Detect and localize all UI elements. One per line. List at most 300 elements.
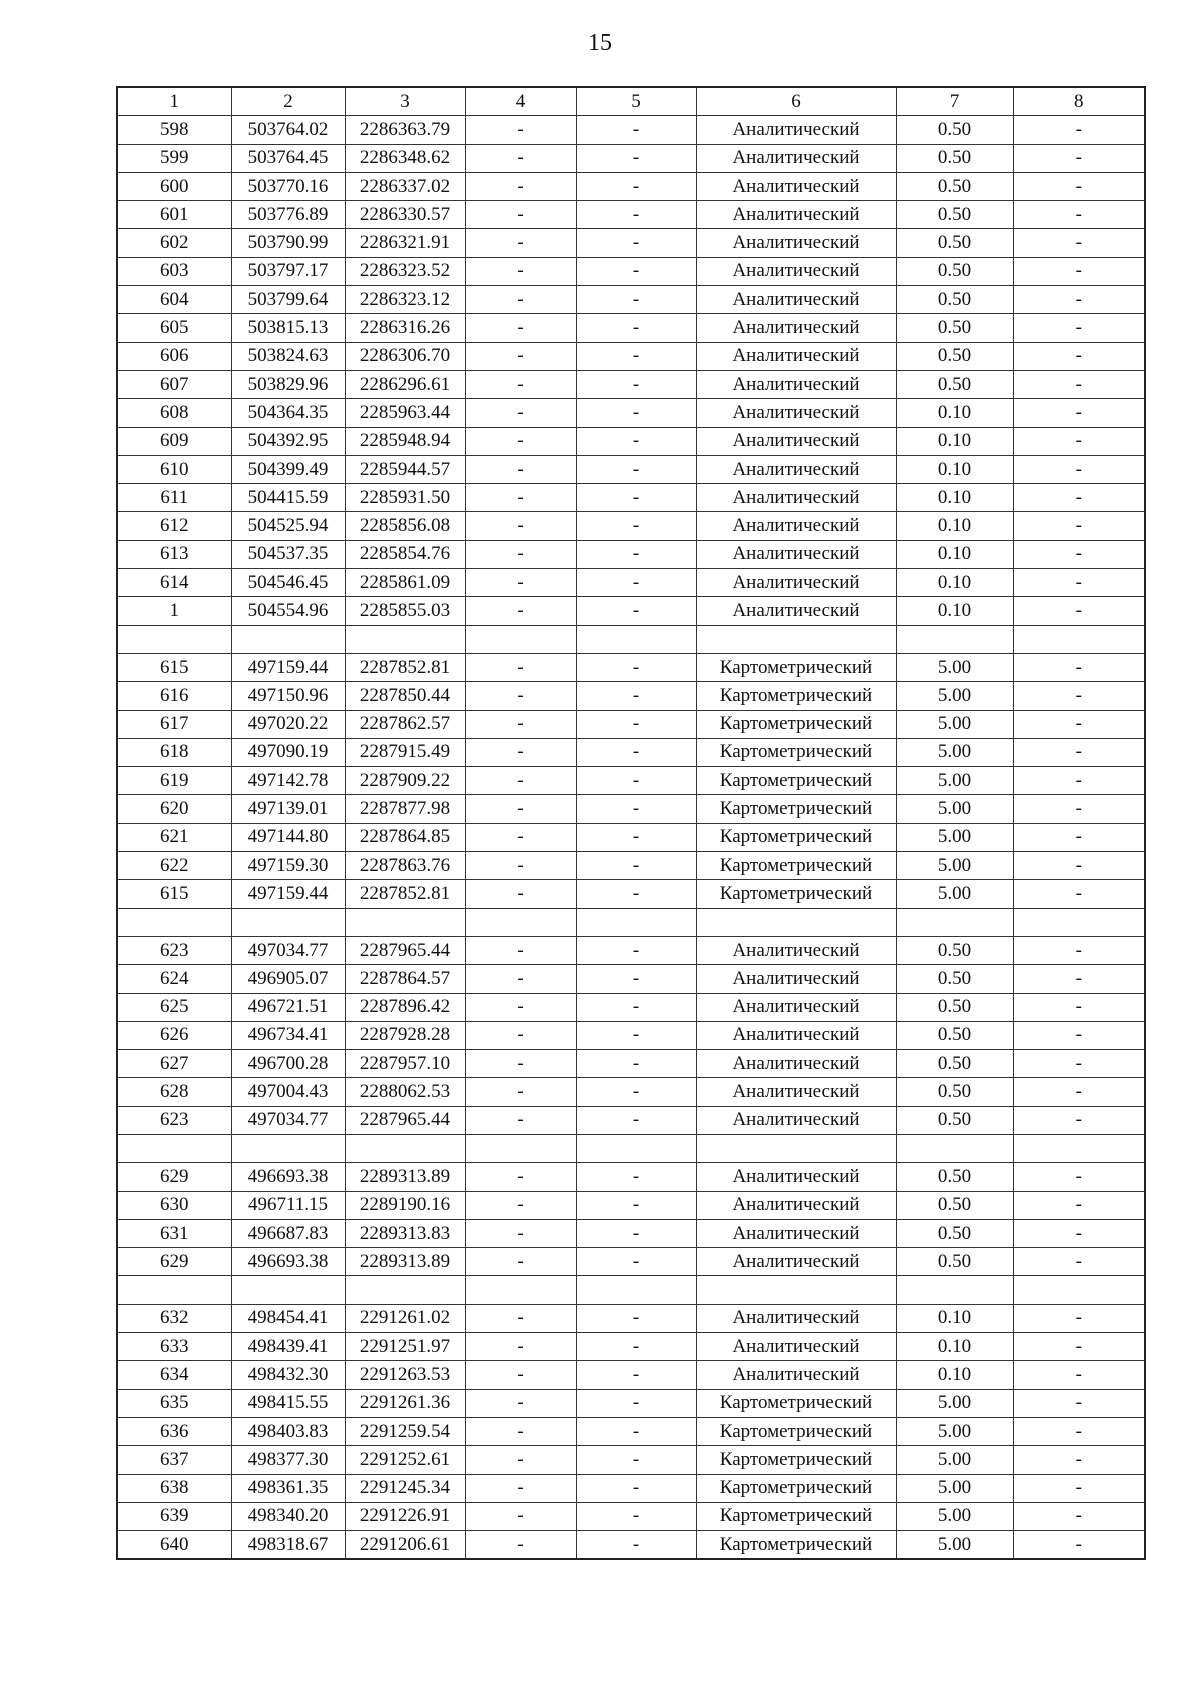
x-coordinate-cell: 497159.44: [231, 880, 345, 908]
accuracy-cell: 5.00: [896, 1531, 1013, 1560]
col8-cell: -: [1013, 993, 1145, 1021]
method-cell: Картометрический: [696, 1389, 896, 1417]
table-row: [117, 399, 1145, 427]
method-cell: Аналитический: [696, 484, 896, 512]
y-coordinate-cell: 2287915.49: [345, 738, 465, 766]
col5-cell: -: [576, 229, 696, 257]
table-row: [117, 314, 1145, 342]
col4-cell: -: [465, 399, 576, 427]
col5-cell: -: [576, 1446, 696, 1474]
col8-cell: -: [1013, 144, 1145, 172]
point-number-cell: 635: [117, 1389, 231, 1417]
empty-cell: [1013, 1134, 1145, 1162]
y-coordinate-cell: 2285856.08: [345, 512, 465, 540]
table-row: [117, 1078, 1145, 1106]
point-number-cell: 628: [117, 1078, 231, 1106]
col8-cell: -: [1013, 823, 1145, 851]
point-number-cell: 614: [117, 569, 231, 597]
separator-row: [117, 908, 1145, 936]
x-coordinate-cell: 498361.35: [231, 1474, 345, 1502]
col4-cell: -: [465, 880, 576, 908]
table-row: [117, 370, 1145, 398]
separator-row: [117, 625, 1145, 653]
accuracy-cell: 5.00: [896, 823, 1013, 851]
y-coordinate-cell: 2285948.94: [345, 427, 465, 455]
col5-cell: -: [576, 880, 696, 908]
method-cell: Картометрический: [696, 1446, 896, 1474]
col8-cell: -: [1013, 936, 1145, 964]
x-coordinate-cell: 497150.96: [231, 682, 345, 710]
x-coordinate-cell: 503764.02: [231, 116, 345, 144]
method-cell: Аналитический: [696, 1248, 896, 1276]
method-cell: Аналитический: [696, 342, 896, 370]
accuracy-cell: 5.00: [896, 1474, 1013, 1502]
empty-cell: [1013, 908, 1145, 936]
point-number-cell: 629: [117, 1248, 231, 1276]
col5-cell: -: [576, 257, 696, 285]
x-coordinate-cell: 504537.35: [231, 540, 345, 568]
point-number-cell: 599: [117, 144, 231, 172]
accuracy-cell: 0.10: [896, 569, 1013, 597]
table-row: [117, 427, 1145, 455]
point-number-cell: 622: [117, 852, 231, 880]
y-coordinate-cell: 2286323.52: [345, 257, 465, 285]
x-coordinate-cell: 503776.89: [231, 201, 345, 229]
accuracy-cell: 5.00: [896, 682, 1013, 710]
y-coordinate-cell: 2291251.97: [345, 1333, 465, 1361]
accuracy-cell: 0.50: [896, 993, 1013, 1021]
method-cell: Аналитический: [696, 1106, 896, 1134]
empty-cell: [896, 1134, 1013, 1162]
accuracy-cell: 0.50: [896, 229, 1013, 257]
table-row: [117, 1248, 1145, 1276]
col8-cell: -: [1013, 1502, 1145, 1530]
table-row: [117, 1163, 1145, 1191]
col8-cell: -: [1013, 767, 1145, 795]
empty-cell: [576, 625, 696, 653]
method-cell: Аналитический: [696, 314, 896, 342]
y-coordinate-cell: 2286316.26: [345, 314, 465, 342]
method-cell: Аналитический: [696, 540, 896, 568]
col5-cell: -: [576, 314, 696, 342]
col8-cell: -: [1013, 597, 1145, 625]
table-row: [117, 1106, 1145, 1134]
y-coordinate-cell: 2287957.10: [345, 1050, 465, 1078]
col5-cell: -: [576, 936, 696, 964]
col4-cell: -: [465, 201, 576, 229]
empty-cell: [465, 1134, 576, 1162]
col8-cell: -: [1013, 314, 1145, 342]
accuracy-cell: 0.10: [896, 484, 1013, 512]
y-coordinate-cell: 2286306.70: [345, 342, 465, 370]
x-coordinate-cell: 497159.30: [231, 852, 345, 880]
y-coordinate-cell: 2287965.44: [345, 1106, 465, 1134]
table-body: [117, 116, 1145, 1560]
table-row: [117, 342, 1145, 370]
x-coordinate-cell: 504364.35: [231, 399, 345, 427]
y-coordinate-cell: 2288062.53: [345, 1078, 465, 1106]
col5-cell: -: [576, 965, 696, 993]
col5-cell: -: [576, 116, 696, 144]
col5-cell: -: [576, 1248, 696, 1276]
y-coordinate-cell: 2285944.57: [345, 455, 465, 483]
table-row: [117, 229, 1145, 257]
empty-cell: [465, 908, 576, 936]
method-cell: Аналитический: [696, 286, 896, 314]
col5-cell: -: [576, 852, 696, 880]
col8-cell: -: [1013, 1050, 1145, 1078]
point-number-cell: 630: [117, 1191, 231, 1219]
empty-cell: [231, 1276, 345, 1304]
table-row: [117, 1474, 1145, 1502]
accuracy-cell: 5.00: [896, 1389, 1013, 1417]
method-cell: Аналитический: [696, 1219, 896, 1247]
y-coordinate-cell: 2287852.81: [345, 880, 465, 908]
table-row: [117, 597, 1145, 625]
col8-cell: -: [1013, 1219, 1145, 1247]
y-coordinate-cell: 2287965.44: [345, 936, 465, 964]
coordinates-table: [116, 86, 1146, 1560]
method-cell: Картометрический: [696, 767, 896, 795]
table-row: [117, 144, 1145, 172]
point-number-cell: 624: [117, 965, 231, 993]
col8-cell: -: [1013, 1191, 1145, 1219]
column-header: 3: [345, 87, 465, 116]
empty-cell: [345, 1276, 465, 1304]
col8-cell: -: [1013, 1304, 1145, 1332]
y-coordinate-cell: 2291252.61: [345, 1446, 465, 1474]
point-number-cell: 633: [117, 1333, 231, 1361]
col5-cell: -: [576, 597, 696, 625]
method-cell: Картометрический: [696, 1502, 896, 1530]
point-number-cell: 1: [117, 597, 231, 625]
point-number-cell: 616: [117, 682, 231, 710]
x-coordinate-cell: 497142.78: [231, 767, 345, 795]
col8-cell: -: [1013, 257, 1145, 285]
column-header: 5: [576, 87, 696, 116]
point-number-cell: 626: [117, 1021, 231, 1049]
col8-cell: -: [1013, 710, 1145, 738]
method-cell: Аналитический: [696, 144, 896, 172]
y-coordinate-cell: 2285855.03: [345, 597, 465, 625]
x-coordinate-cell: 496693.38: [231, 1163, 345, 1191]
point-number-cell: 623: [117, 1106, 231, 1134]
method-cell: Аналитический: [696, 1361, 896, 1389]
point-number-cell: 625: [117, 993, 231, 1021]
accuracy-cell: 0.50: [896, 965, 1013, 993]
empty-cell: [117, 908, 231, 936]
method-cell: Аналитический: [696, 993, 896, 1021]
table-row: [117, 540, 1145, 568]
accuracy-cell: 5.00: [896, 1446, 1013, 1474]
col4-cell: -: [465, 1304, 576, 1332]
table-row: [117, 823, 1145, 851]
method-cell: Аналитический: [696, 116, 896, 144]
table-row: [117, 993, 1145, 1021]
x-coordinate-cell: 504554.96: [231, 597, 345, 625]
empty-cell: [696, 1276, 896, 1304]
accuracy-cell: 0.50: [896, 1021, 1013, 1049]
x-coordinate-cell: 503815.13: [231, 314, 345, 342]
y-coordinate-cell: 2285861.09: [345, 569, 465, 597]
table-row: [117, 1389, 1145, 1417]
table-row: [117, 286, 1145, 314]
col4-cell: -: [465, 936, 576, 964]
x-coordinate-cell: 498340.20: [231, 1502, 345, 1530]
x-coordinate-cell: 498432.30: [231, 1361, 345, 1389]
y-coordinate-cell: 2287863.76: [345, 852, 465, 880]
col4-cell: -: [465, 484, 576, 512]
column-header: 1: [117, 87, 231, 116]
accuracy-cell: 0.50: [896, 1106, 1013, 1134]
col5-cell: -: [576, 1163, 696, 1191]
col4-cell: -: [465, 1531, 576, 1560]
col8-cell: -: [1013, 1474, 1145, 1502]
x-coordinate-cell: 496693.38: [231, 1248, 345, 1276]
point-number-cell: 637: [117, 1446, 231, 1474]
col8-cell: -: [1013, 795, 1145, 823]
point-number-cell: 623: [117, 936, 231, 964]
y-coordinate-cell: 2287864.85: [345, 823, 465, 851]
point-number-cell: 640: [117, 1531, 231, 1560]
x-coordinate-cell: 503824.63: [231, 342, 345, 370]
table-row: [117, 1502, 1145, 1530]
method-cell: Картометрический: [696, 1417, 896, 1445]
accuracy-cell: 0.50: [896, 172, 1013, 200]
point-number-cell: 632: [117, 1304, 231, 1332]
col4-cell: -: [465, 1333, 576, 1361]
table-row: [117, 1531, 1145, 1560]
y-coordinate-cell: 2285963.44: [345, 399, 465, 427]
col4-cell: -: [465, 767, 576, 795]
col8-cell: -: [1013, 1531, 1145, 1560]
col5-cell: -: [576, 710, 696, 738]
col5-cell: -: [576, 1333, 696, 1361]
point-number-cell: 600: [117, 172, 231, 200]
y-coordinate-cell: 2286296.61: [345, 370, 465, 398]
y-coordinate-cell: 2286321.91: [345, 229, 465, 257]
col5-cell: -: [576, 399, 696, 427]
col4-cell: -: [465, 172, 576, 200]
y-coordinate-cell: 2289313.89: [345, 1248, 465, 1276]
col4-cell: -: [465, 512, 576, 540]
accuracy-cell: 5.00: [896, 1502, 1013, 1530]
col4-cell: -: [465, 427, 576, 455]
x-coordinate-cell: 504392.95: [231, 427, 345, 455]
empty-cell: [896, 625, 1013, 653]
col8-cell: -: [1013, 852, 1145, 880]
accuracy-cell: 0.50: [896, 1050, 1013, 1078]
col8-cell: -: [1013, 1021, 1145, 1049]
col5-cell: -: [576, 201, 696, 229]
table-row: [117, 116, 1145, 144]
method-cell: Картометрический: [696, 653, 896, 681]
col5-cell: -: [576, 653, 696, 681]
col5-cell: -: [576, 795, 696, 823]
col4-cell: -: [465, 710, 576, 738]
accuracy-cell: 5.00: [896, 738, 1013, 766]
empty-cell: [117, 1276, 231, 1304]
col4-cell: -: [465, 1021, 576, 1049]
method-cell: Аналитический: [696, 1304, 896, 1332]
accuracy-cell: 0.50: [896, 1191, 1013, 1219]
col5-cell: -: [576, 1304, 696, 1332]
empty-cell: [465, 625, 576, 653]
col8-cell: -: [1013, 653, 1145, 681]
col8-cell: -: [1013, 342, 1145, 370]
accuracy-cell: 0.10: [896, 597, 1013, 625]
col8-cell: -: [1013, 965, 1145, 993]
point-number-cell: 606: [117, 342, 231, 370]
x-coordinate-cell: 503799.64: [231, 286, 345, 314]
y-coordinate-cell: 2289190.16: [345, 1191, 465, 1219]
y-coordinate-cell: 2286348.62: [345, 144, 465, 172]
table-row: [117, 767, 1145, 795]
col8-cell: -: [1013, 1333, 1145, 1361]
empty-cell: [696, 625, 896, 653]
col5-cell: -: [576, 455, 696, 483]
x-coordinate-cell: 496734.41: [231, 1021, 345, 1049]
col5-cell: -: [576, 1417, 696, 1445]
col5-cell: -: [576, 286, 696, 314]
empty-cell: [576, 908, 696, 936]
col4-cell: -: [465, 597, 576, 625]
col4-cell: -: [465, 257, 576, 285]
x-coordinate-cell: 503770.16: [231, 172, 345, 200]
col8-cell: -: [1013, 569, 1145, 597]
col5-cell: -: [576, 540, 696, 568]
x-coordinate-cell: 497034.77: [231, 936, 345, 964]
point-number-cell: 639: [117, 1502, 231, 1530]
column-header: 2: [231, 87, 345, 116]
col8-cell: -: [1013, 738, 1145, 766]
col4-cell: -: [465, 1417, 576, 1445]
point-number-cell: 602: [117, 229, 231, 257]
point-number-cell: 601: [117, 201, 231, 229]
point-number-cell: 607: [117, 370, 231, 398]
point-number-cell: 631: [117, 1219, 231, 1247]
accuracy-cell: 5.00: [896, 653, 1013, 681]
y-coordinate-cell: 2291206.61: [345, 1531, 465, 1560]
x-coordinate-cell: 497004.43: [231, 1078, 345, 1106]
accuracy-cell: 0.10: [896, 399, 1013, 427]
col5-cell: -: [576, 512, 696, 540]
x-coordinate-cell: 496700.28: [231, 1050, 345, 1078]
col8-cell: -: [1013, 1163, 1145, 1191]
y-coordinate-cell: 2287896.42: [345, 993, 465, 1021]
col5-cell: -: [576, 1191, 696, 1219]
empty-cell: [696, 908, 896, 936]
table-row: [117, 880, 1145, 908]
col4-cell: -: [465, 1474, 576, 1502]
col4-cell: -: [465, 1248, 576, 1276]
table-row: [117, 172, 1145, 200]
col4-cell: -: [465, 286, 576, 314]
empty-cell: [696, 1134, 896, 1162]
col8-cell: -: [1013, 1106, 1145, 1134]
table-row: [117, 512, 1145, 540]
empty-cell: [576, 1276, 696, 1304]
accuracy-cell: 5.00: [896, 710, 1013, 738]
col5-cell: -: [576, 1078, 696, 1106]
col5-cell: -: [576, 1502, 696, 1530]
col5-cell: -: [576, 767, 696, 795]
col5-cell: -: [576, 370, 696, 398]
point-number-cell: 620: [117, 795, 231, 823]
accuracy-cell: 0.50: [896, 1163, 1013, 1191]
column-header: 4: [465, 87, 576, 116]
x-coordinate-cell: 498318.67: [231, 1531, 345, 1560]
col4-cell: -: [465, 1502, 576, 1530]
x-coordinate-cell: 504415.59: [231, 484, 345, 512]
accuracy-cell: 0.50: [896, 314, 1013, 342]
method-cell: Аналитический: [696, 370, 896, 398]
accuracy-cell: 0.50: [896, 342, 1013, 370]
x-coordinate-cell: 503764.45: [231, 144, 345, 172]
x-coordinate-cell: 496711.15: [231, 1191, 345, 1219]
empty-cell: [345, 625, 465, 653]
table-row: [117, 201, 1145, 229]
accuracy-cell: 5.00: [896, 1417, 1013, 1445]
empty-cell: [465, 1276, 576, 1304]
col5-cell: -: [576, 823, 696, 851]
y-coordinate-cell: 2289313.83: [345, 1219, 465, 1247]
x-coordinate-cell: 498439.41: [231, 1333, 345, 1361]
col8-cell: -: [1013, 1417, 1145, 1445]
x-coordinate-cell: 504546.45: [231, 569, 345, 597]
method-cell: Аналитический: [696, 399, 896, 427]
method-cell: Аналитический: [696, 257, 896, 285]
accuracy-cell: 0.50: [896, 1078, 1013, 1106]
accuracy-cell: 0.50: [896, 1248, 1013, 1276]
method-cell: Аналитический: [696, 1050, 896, 1078]
col4-cell: -: [465, 965, 576, 993]
method-cell: Аналитический: [696, 427, 896, 455]
table-row: [117, 1417, 1145, 1445]
col8-cell: -: [1013, 201, 1145, 229]
table-row: [117, 653, 1145, 681]
col8-cell: -: [1013, 1361, 1145, 1389]
empty-cell: [576, 1134, 696, 1162]
method-cell: Аналитический: [696, 172, 896, 200]
method-cell: Аналитический: [696, 1333, 896, 1361]
col4-cell: -: [465, 993, 576, 1021]
table-row: [117, 1361, 1145, 1389]
table-row: [117, 852, 1145, 880]
table-row: [117, 795, 1145, 823]
y-coordinate-cell: 2291261.36: [345, 1389, 465, 1417]
col4-cell: -: [465, 1361, 576, 1389]
empty-cell: [896, 908, 1013, 936]
y-coordinate-cell: 2285931.50: [345, 484, 465, 512]
method-cell: Аналитический: [696, 201, 896, 229]
y-coordinate-cell: 2287862.57: [345, 710, 465, 738]
col4-cell: -: [465, 823, 576, 851]
point-number-cell: 615: [117, 653, 231, 681]
y-coordinate-cell: 2285854.76: [345, 540, 465, 568]
empty-cell: [1013, 1276, 1145, 1304]
accuracy-cell: 0.50: [896, 286, 1013, 314]
accuracy-cell: 0.10: [896, 512, 1013, 540]
point-number-cell: 629: [117, 1163, 231, 1191]
x-coordinate-cell: 496687.83: [231, 1219, 345, 1247]
method-cell: Аналитический: [696, 569, 896, 597]
col4-cell: -: [465, 1191, 576, 1219]
method-cell: Картометрический: [696, 682, 896, 710]
empty-cell: [345, 1134, 465, 1162]
col8-cell: -: [1013, 1248, 1145, 1276]
separator-row: [117, 1134, 1145, 1162]
